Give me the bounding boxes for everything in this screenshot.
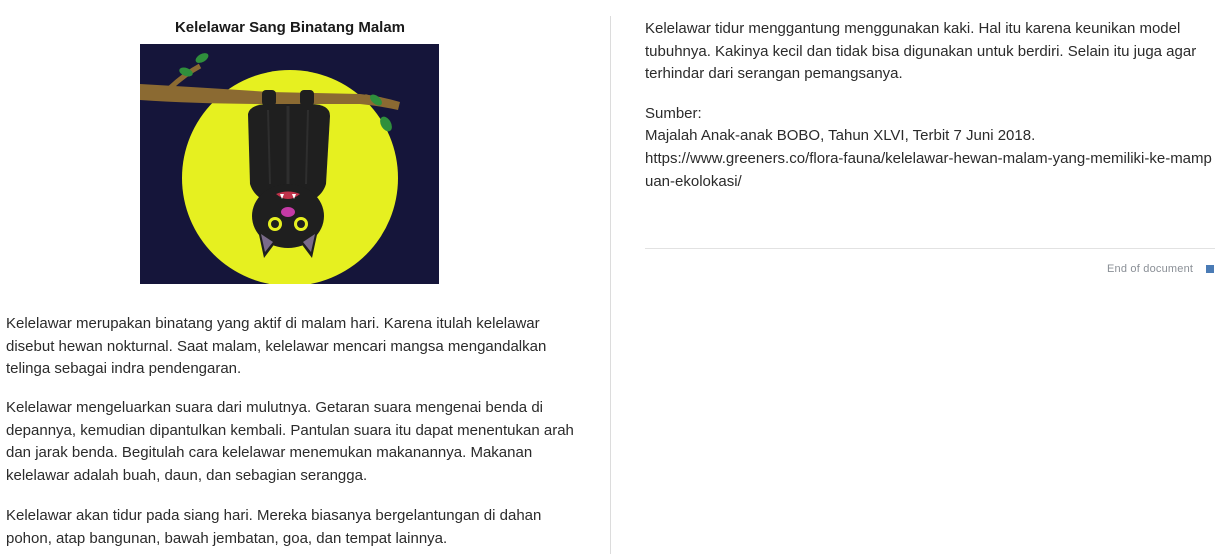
paragraph-2: Kelelawar mengeluarkan suara dari mulutnya. Getaran suara mengenai benda di depannya, kemudian dipantulkan kembali. Pantulan suara itu dapat menentukan arah dan jarak benda. Begitulah cara kelelawar menemukan makanannya. Makanan kelelawar adalah buah, daun, dan sebagian serangga. [6, 399, 574, 484]
source-citation: Majalah Anak-anak BOBO, Tahun XLVI, Terbit 7 Juni 2018. [645, 127, 1036, 144]
end-marker-icon [1206, 265, 1214, 273]
end-divider [645, 248, 1215, 249]
paragraph-4: Kelelawar tidur menggantung menggunakan kaki. Hal itu karena keunikan model tubuhnya. Kakinya kecil dan tidak bisa digunakan untuk berdiri. Selain itu juga agar terhindar dari serangan pemangsanya. [645, 20, 1197, 82]
end-of-document-label: End of document [1107, 263, 1194, 275]
right-column [645, 0, 1220, 554]
left-column [6, 0, 581, 554]
source-url-link[interactable]: https://www.greeners.co/flora-fauna/kelelawar-hewan-malam-yang-memiliki-ke-mampuan-ekolokasi/ [645, 150, 1212, 190]
paragraph-1: Kelelawar merupakan binatang yang aktif di malam hari. Karena itulah kelelawar disebut hewan nokturnal. Saat malam, kelelawar mencari mangsa mengandalkan telinga sebagai indra pendengaran. [6, 315, 547, 377]
source-heading: Sumber: [645, 105, 702, 122]
paragraph-3: Kelelawar akan tidur pada siang hari. Mereka biasanya bergelantungan di dahan pohon, atap bangunan, bawah jembatan, goa, dan tempat lainnya. [6, 507, 542, 547]
column-divider [610, 16, 611, 554]
article-title: Kelelawar Sang Binatang Malam [174, 19, 406, 36]
bat-hanging-moon-illustration [140, 44, 439, 284]
